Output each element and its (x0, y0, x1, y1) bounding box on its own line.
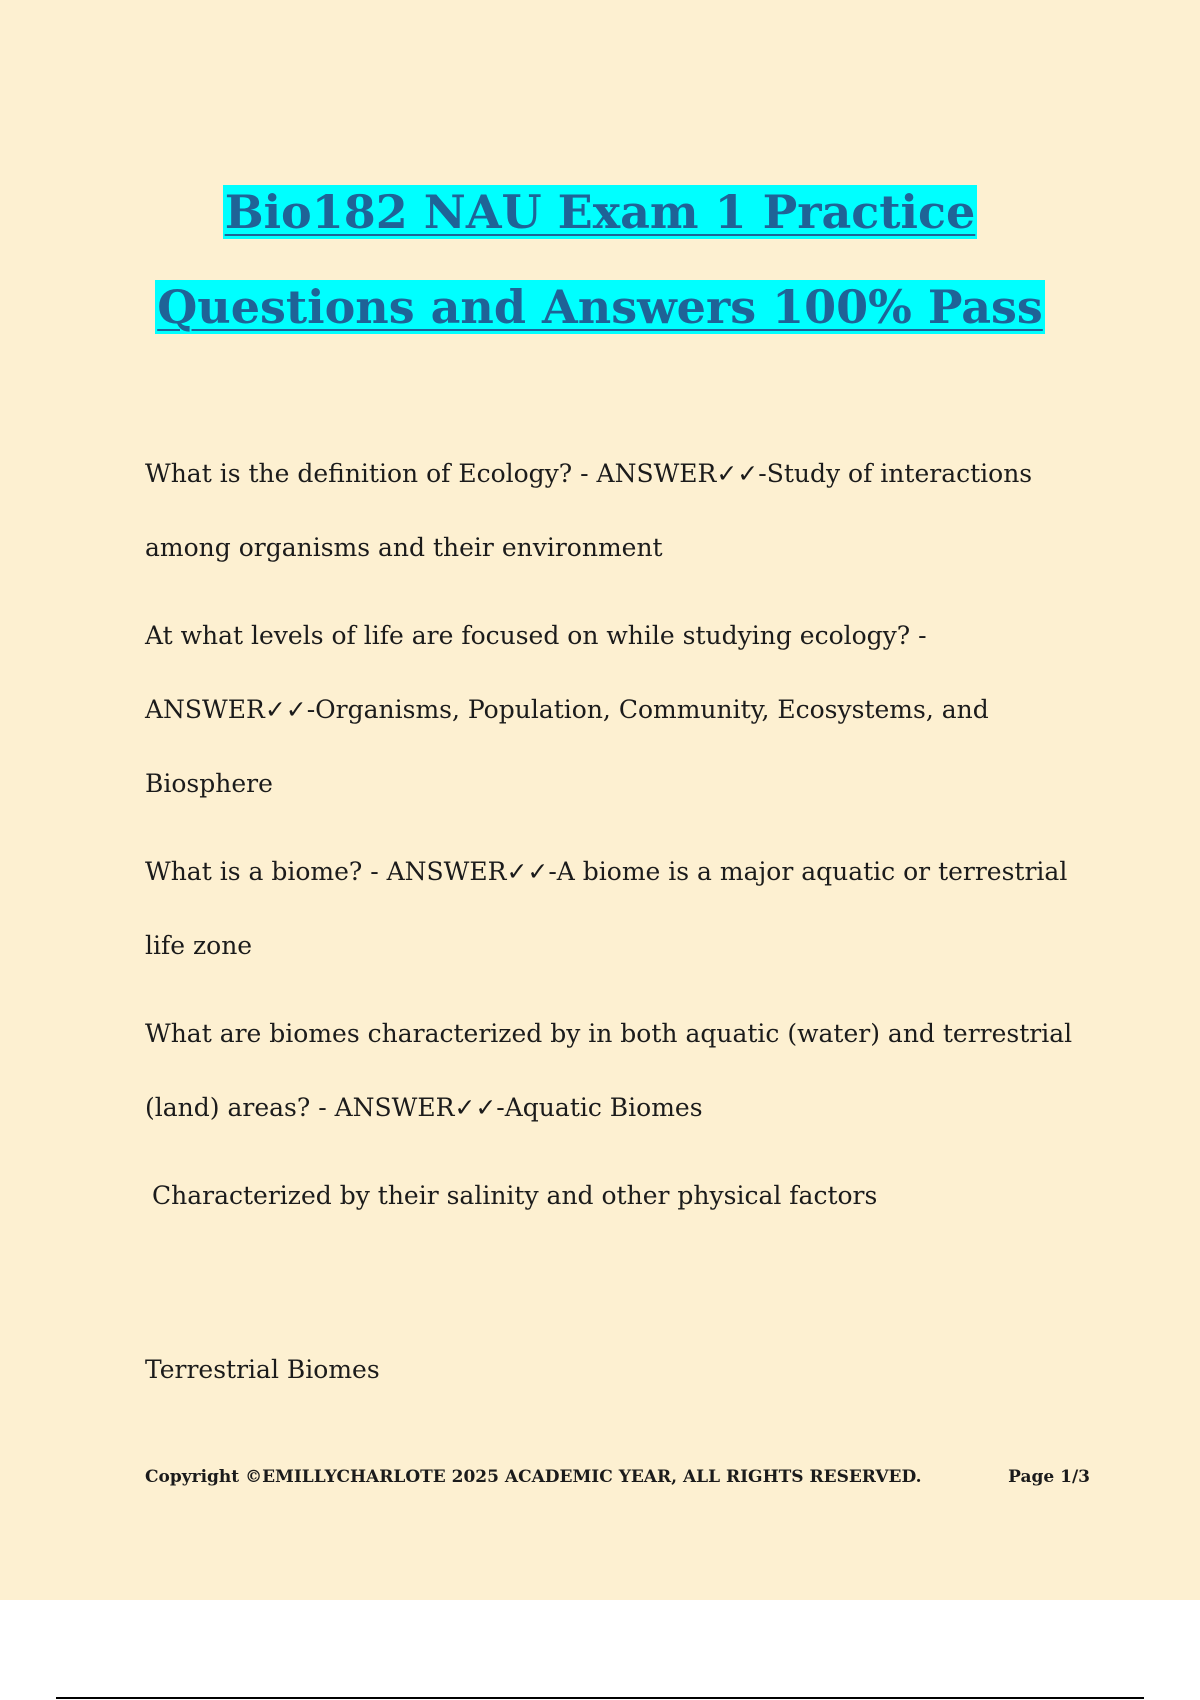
copyright-text: Copyright ©EMILLYCHARLOTE 2025 ACADEMIC YEAR, ALL RIGHTS RESERVED. (145, 1467, 922, 1487)
document-body (145, 437, 1085, 1421)
qa-paragraph-biome: What is a biome? - ANSWER✓✓-A biome is a major aquatic or terrestrial life zone (145, 857, 1068, 960)
qa-paragraph-biome-characteristics: What are biomes characterized by in both aquatic (water) and terrestrial (land) areas? - ANSWER✓✓-Aquatic Biomes (145, 1019, 1073, 1122)
qa-paragraph-ecology-definition: What is the definition of Ecology? - ANSWER✓✓-Study of interactions among organisms and their environment (145, 459, 1033, 562)
page-number: Page 1/3 (1008, 1467, 1090, 1487)
qa-paragraph-levels-of-life: At what levels of life are focused on while studying ecology? - ANSWER✓✓-Organisms, Population, Community, Ecosystems, and Biosphere (145, 621, 989, 798)
page-footer (145, 1467, 1090, 1487)
paragraph-terrestrial-biomes: Terrestrial Biomes (145, 1355, 380, 1384)
title-line-1: Bio182 NAU Exam 1 Practice (224, 185, 976, 239)
bottom-divider (56, 1697, 1144, 1699)
document-title (0, 165, 1200, 355)
paragraph-aquatic-characterized: Characterized by their salinity and other physical factors (152, 1181, 878, 1210)
title-line-2: Questions and Answers 100% Pass (157, 280, 1043, 334)
